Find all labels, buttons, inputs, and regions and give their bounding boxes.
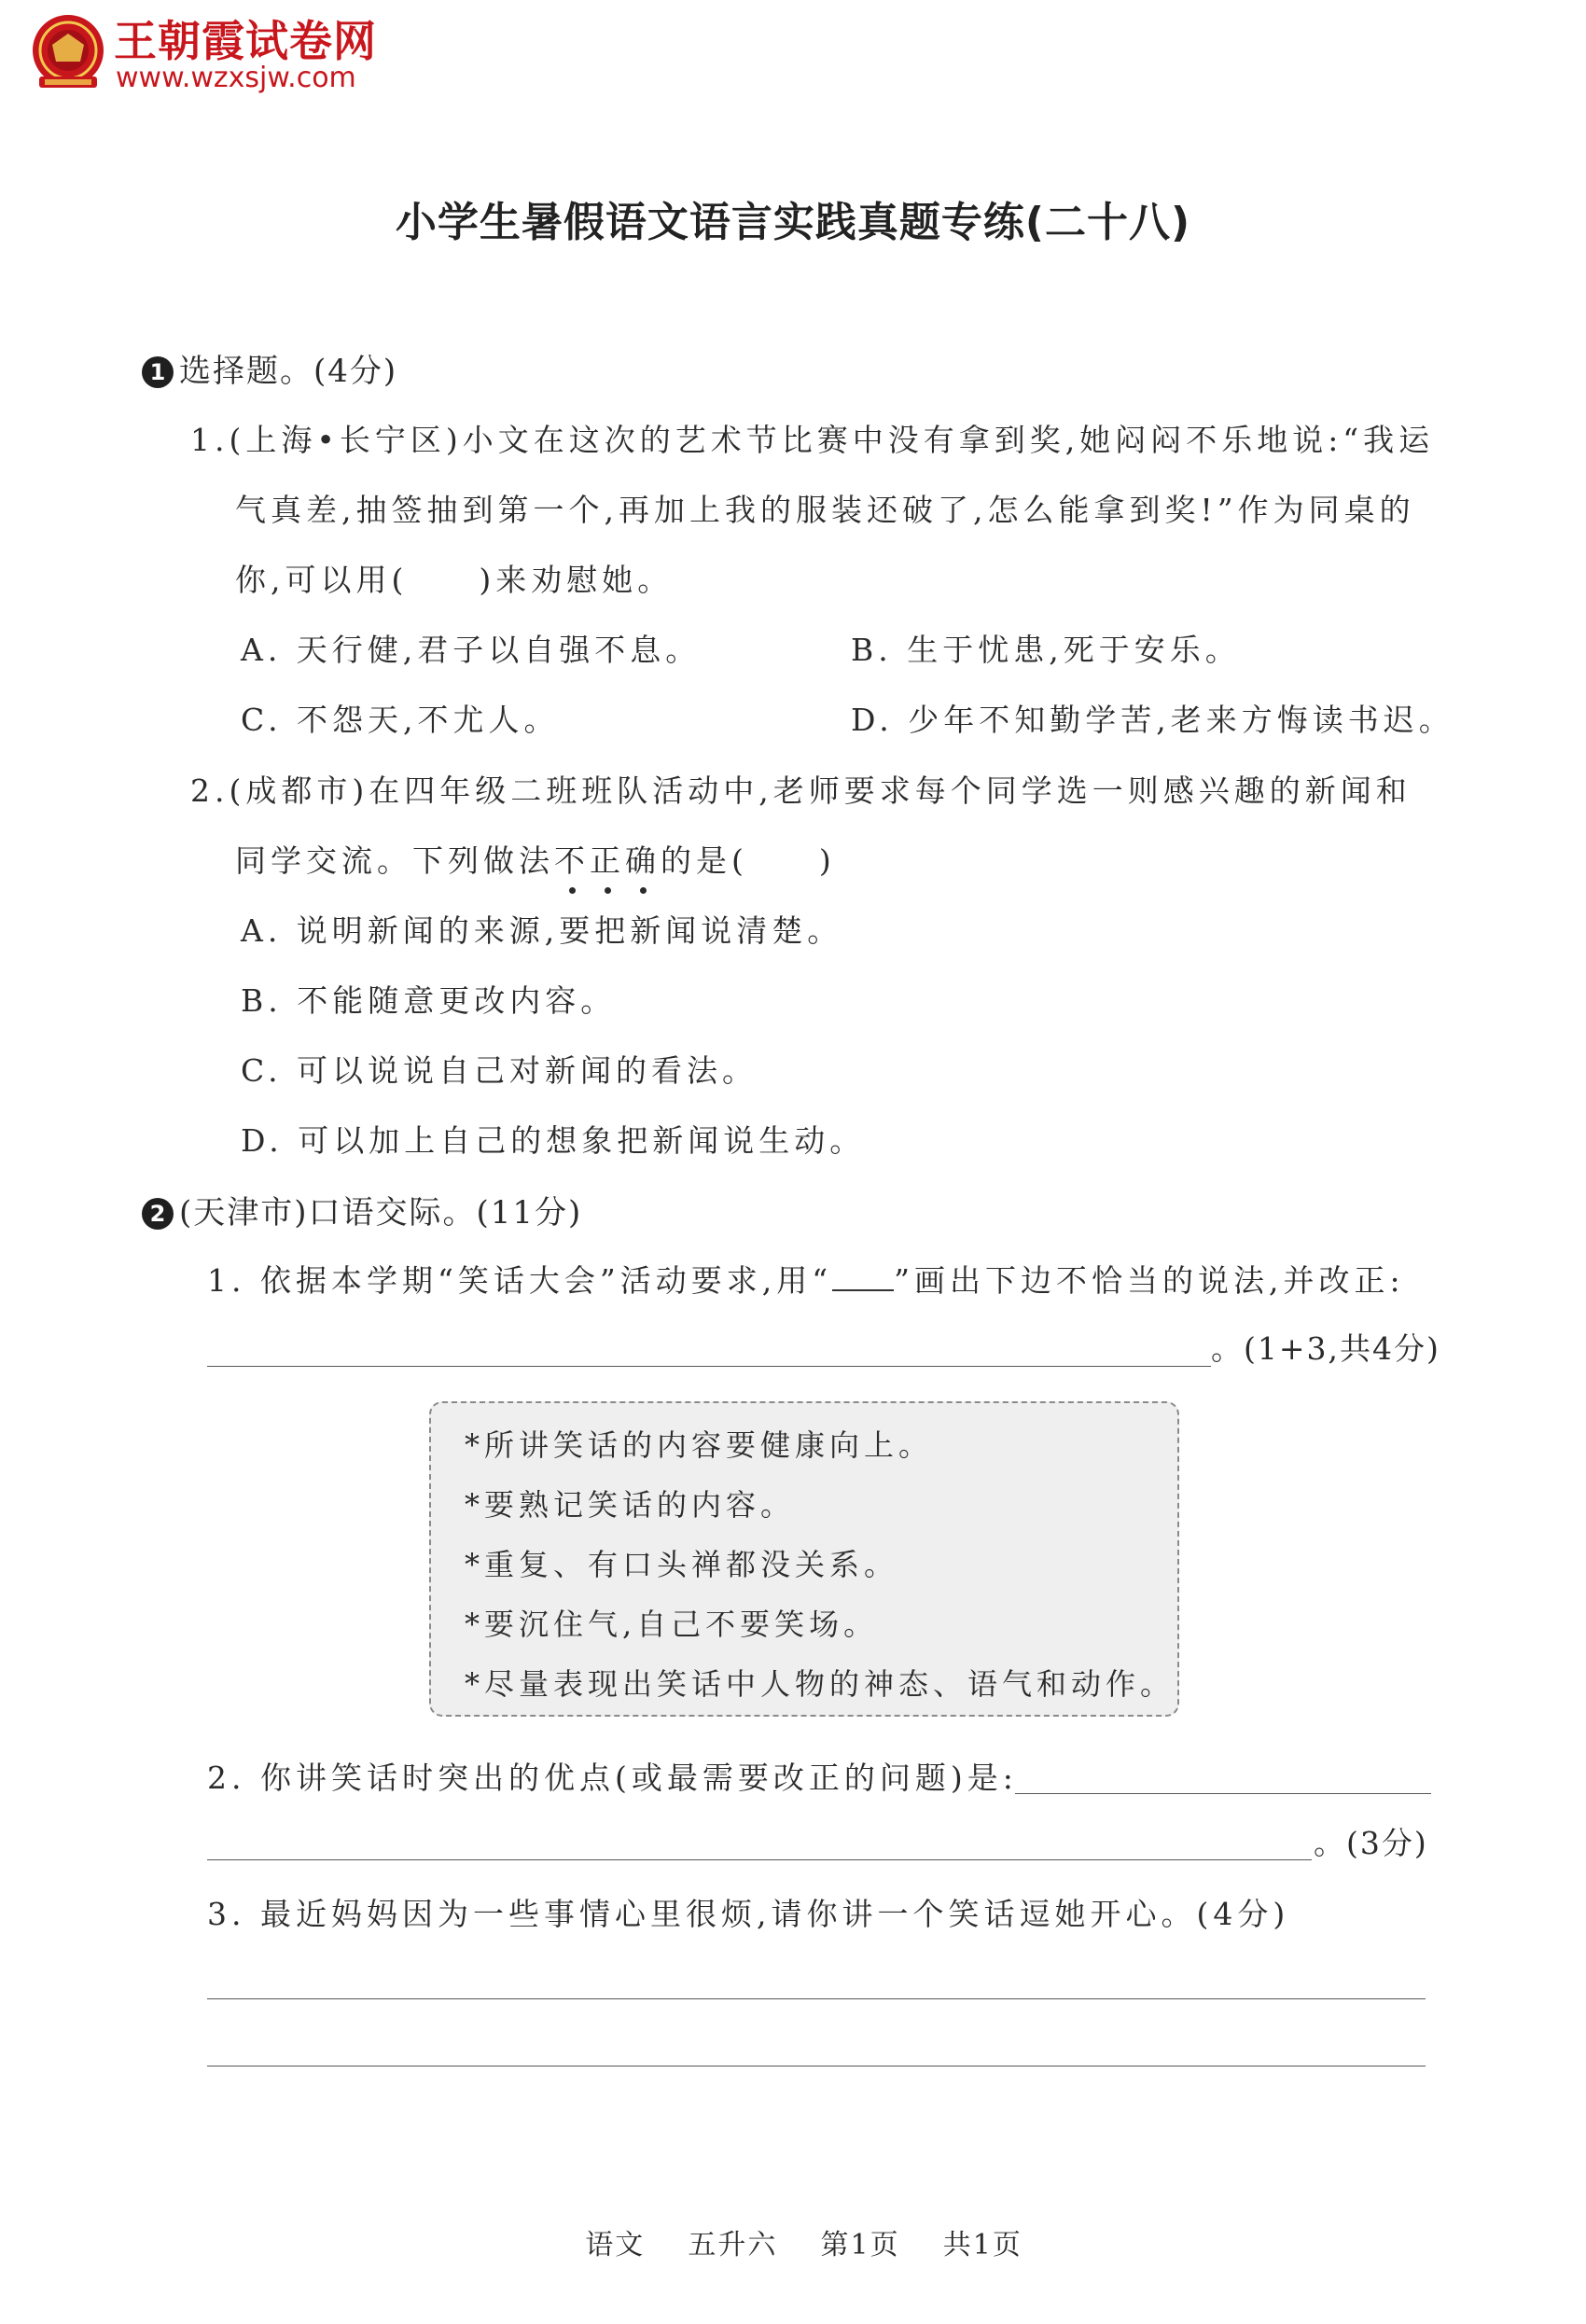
q1-line2: 气真差,抽签抽到第一个,再加上我的服装还破了,怎么能拿到奖!”作为同桌的 xyxy=(235,492,1415,528)
page-footer xyxy=(0,2189,1586,2262)
section1-heading xyxy=(142,345,397,391)
logo-title[interactable]: 王朝霞试卷网 xyxy=(114,16,377,66)
q2-option-d: D. 可以加上自己的想象把新闻说生动。 xyxy=(241,1122,866,1159)
s2-q1-score: 。(1+3,共4分) xyxy=(1211,1330,1440,1367)
emphasis-char: 正 xyxy=(590,837,625,881)
logo-emblem-icon xyxy=(26,11,110,95)
tip-item: *要熟记笑话的内容。 xyxy=(465,1487,796,1523)
q2-emphasis-not-correct xyxy=(554,842,661,879)
q2-line2-prefix: 同学交流。下列做法 xyxy=(235,842,554,879)
q2-line2 xyxy=(235,837,836,881)
s2-q3-text: 3. 最近妈妈因为一些事情心里很烦,请你讲一个笑话逗她开心。(4分) xyxy=(207,1896,1290,1932)
q2-option-b: B. 不能随意更改内容。 xyxy=(241,982,617,1019)
q2-emphasis-text xyxy=(554,842,661,879)
s2-q2-score: 。(3分) xyxy=(1314,1825,1428,1861)
section2-heading xyxy=(142,1187,582,1232)
s2-q1-instruction xyxy=(207,1257,1405,1301)
section2-number-badge: 2 xyxy=(142,1198,174,1230)
s2-q2-answer-line-2[interactable] xyxy=(207,1859,1312,1860)
s2-q2-answer-line-1[interactable] xyxy=(1015,1793,1431,1794)
tips-box xyxy=(429,1401,1179,1717)
logo-url[interactable]: www.wzxsjw.com xyxy=(116,62,356,94)
section1-heading-text: 选择题。(4分) xyxy=(179,353,398,390)
q1-line1: 1.(上海•长宁区)小文在这次的艺术节比赛中没有拿到奖,她闷闷不乐地说:“我运 xyxy=(190,422,1435,458)
q1-line3: 你,可以用( )来劝慰她。 xyxy=(235,562,674,598)
footer-subject: 语文 xyxy=(585,2229,646,2261)
s2-q3-answer-line-2[interactable] xyxy=(207,2066,1426,2067)
q2-line2-suffix: 的是( ) xyxy=(661,842,836,879)
q2-option-c: C. 可以说说自己对新闻的看法。 xyxy=(241,1052,758,1089)
q2-line1: 2.(成都市)在四年级二班班队活动中,老师要求每个同学选一则感兴趣的新闻和 xyxy=(190,772,1412,809)
tip-item: *重复、有口头禅都没关系。 xyxy=(465,1547,899,1582)
q1-option-c: C. 不怨天,不尤人。 xyxy=(241,702,560,738)
logo-emblem xyxy=(26,11,110,95)
s2-q1-suffix: ”画出下边不恰当的说法,并改正: xyxy=(894,1262,1405,1299)
s2-q2-text: 2. 你讲笑话时突出的优点(或最需要改正的问题)是: xyxy=(207,1760,1018,1796)
footer-total: 共1页 xyxy=(942,2229,1023,2261)
s2-q3-answer-line-1[interactable] xyxy=(207,1998,1426,1999)
tip-item: *尽量表现出笑话中人物的神态、语气和动作。 xyxy=(465,1666,1176,1702)
q2-option-a: A. 说明新闻的来源,要把新闻说清楚。 xyxy=(241,912,843,949)
section1-number-badge: 1 xyxy=(142,356,174,388)
footer-page: 第1页 xyxy=(820,2229,900,2261)
q1-option-a: A. 天行健,君子以自强不息。 xyxy=(241,632,702,668)
underline-sample xyxy=(832,1265,894,1291)
tip-item: *所讲笑话的内容要健康向上。 xyxy=(465,1427,934,1463)
emphasis-char: 确 xyxy=(625,837,661,881)
q1-option-b: B. 生于忧患,死于安乐。 xyxy=(851,632,1241,668)
s2-q1-answer-line[interactable] xyxy=(207,1366,1211,1367)
section2-heading-text: (天津市)口语交际。(11分) xyxy=(179,1194,583,1232)
tip-item: *要沉住气,自己不要笑场。 xyxy=(465,1607,879,1642)
emphasis-char: 不 xyxy=(554,837,590,881)
q1-option-d: D. 少年不知勤学苦,老来方悔读书迟。 xyxy=(851,702,1454,738)
page-title: 小学生暑假语文语言实践真题专练(二十八) xyxy=(395,199,1191,246)
s2-q1-prefix: 1. 依据本学期“笑话大会”活动要求,用“ xyxy=(207,1262,833,1299)
footer-grade: 五升六 xyxy=(688,2229,778,2261)
